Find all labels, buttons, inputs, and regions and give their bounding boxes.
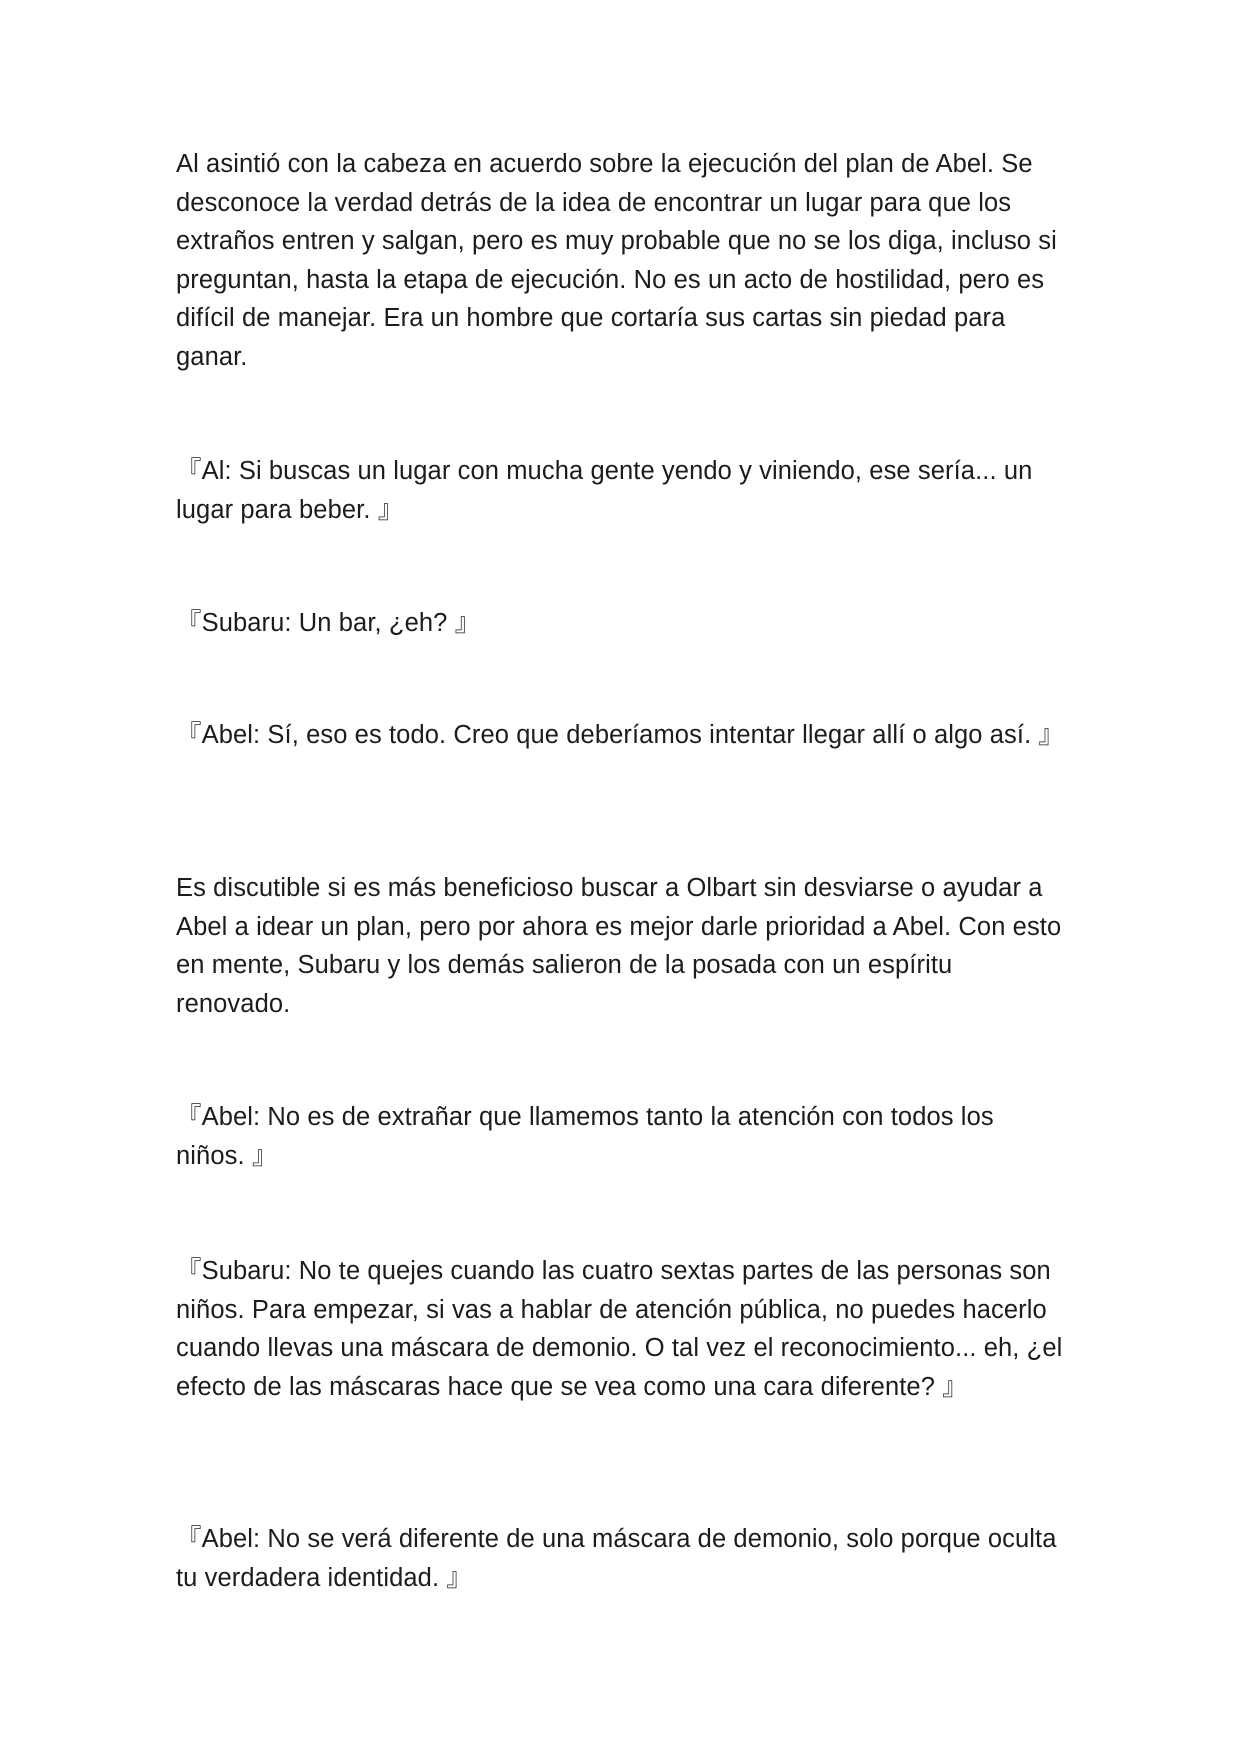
narration-paragraph: Es discutible si es más beneficioso buscar a Olbart sin desviarse o ayudar a Abel a idear un plan, pero por ahora es mejor darle prioridad a Abel. Con esto en mente, Subaru y los demás salieron de la posada con un espíritu renovado. [176, 874, 1062, 1018]
dialogue-subaru: 『Subaru: No te quejes cuando las cuatro sextas partes de las personas son niños. Para empezar, si vas a hablar de atención pública, no puedes hacerlo cuando llevas una máscara de demonio. O tal vez el reconocimiento... eh, ¿el efecto de las máscaras hace que se vea como una cara diferente? 』 [176, 1257, 1063, 1401]
narration-paragraph: Al asintió con la cabeza en acuerdo sobre la ejecución del plan de Abel. Se desconoce la verdad detrás de la idea de encontrar un lugar para que los extraños entren y salgan, pero es muy probable que no se los diga, incluso si preguntan, hasta la etapa de ejecución. No es un acto de hostilidad, pero es difícil de manejar. Era un hombre que cortaría sus cartas sin piedad para ganar. [176, 150, 1057, 371]
dialogue-abel: 『Abel: Sí, eso es todo. Creo que deberíamos intentar llegar allí o algo así. 』 [176, 721, 1065, 749]
dialogue-abel: 『Abel: No es de extrañar que llamemos tanto la atención con todos los niños. 』 [176, 1103, 994, 1170]
dialogue-abel: 『Abel: No se verá diferente de una máscara de demonio, solo porque oculta tu verdadera identidad. 』 [176, 1525, 1057, 1592]
dialogue-subaru: 『Subaru: Un bar, ¿eh? 』 [176, 609, 481, 637]
dialogue-al: 『Al: Si buscas un lugar con mucha gente yendo y viniendo, ese sería... un lugar para beber. 』 [176, 457, 1033, 524]
